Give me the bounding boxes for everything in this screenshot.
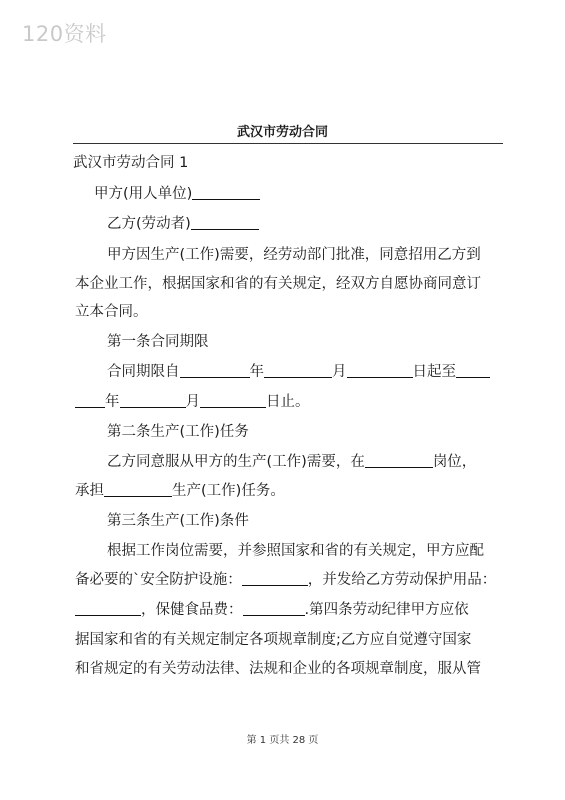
text-segment: 合同期限自 — [107, 364, 180, 380]
end-day-blank[interactable] — [200, 392, 266, 408]
task-line — [107, 452, 476, 472]
text-segment: 岗位， — [432, 454, 477, 470]
party-a-blank[interactable] — [192, 184, 260, 200]
paragraph-line: 本企业工作，根据国家和省的有关规定，经双方自愿协商同意订 — [75, 276, 481, 292]
paragraph-line: 立本合同。 — [75, 304, 148, 320]
conditions-line — [75, 570, 496, 590]
text-segment: 年 — [105, 394, 120, 410]
contract-subtitle: 武汉市劳动合同 1 — [73, 155, 189, 171]
text-segment: 承担 — [75, 483, 104, 499]
term-line — [107, 362, 490, 382]
party-a-label: 甲方(用人单位) — [94, 186, 193, 202]
text-segment: 月 — [185, 394, 200, 410]
article-2-heading: 第二条生产(工作)任务 — [107, 424, 249, 440]
article-1-heading: 第一条合同期限 — [107, 334, 209, 350]
watermark: 120资料 — [22, 22, 107, 46]
paragraph-line: 甲方因生产(工作)需要，经劳动部门批准，同意招用乙方到 — [107, 247, 481, 263]
text-segment: .第四条劳动纪律甲方应依 — [304, 602, 469, 618]
protection-blank[interactable] — [75, 600, 141, 616]
paragraph-line: 据国家和省的有关规定制定各项规章制度;乙方应自觉遵守国家 — [75, 632, 472, 648]
party-b-blank[interactable] — [191, 214, 259, 230]
page-footer: 第 1 页共 28 页 — [246, 735, 319, 746]
article-3-heading: 第三条生产(工作)条件 — [107, 513, 249, 529]
document-title: 武汉市劳动合同 — [236, 125, 328, 140]
paragraph-line: 根据工作岗位需要，并参照国家和省的有关规定，甲方应配 — [107, 543, 484, 559]
text-segment: 日起至 — [412, 364, 456, 380]
health-food-blank[interactable] — [243, 600, 305, 616]
start-month-blank[interactable] — [264, 362, 332, 378]
task-blank[interactable] — [104, 481, 172, 497]
start-year-blank[interactable] — [180, 362, 250, 378]
text-segment: 月 — [332, 364, 347, 380]
party-a-line — [94, 184, 260, 204]
text-segment: ，并发给乙方劳动保护用品： — [307, 572, 497, 588]
text-segment: 生产(工作)任务。 — [172, 483, 285, 499]
text-segment: 备必要的`安全防护设施： — [75, 572, 242, 588]
title-rule — [73, 143, 503, 144]
paragraph-line: 和省规定的有关劳动法律、法规和企业的各项规章制度，服从管 — [75, 661, 481, 677]
text-segment: 年 — [249, 364, 264, 380]
conditions-line-cont — [75, 600, 469, 620]
party-b-line — [107, 214, 259, 234]
end-year-blank-cont[interactable] — [75, 392, 105, 408]
party-b-label: 乙方(劳动者) — [107, 216, 191, 232]
task-line-cont — [75, 481, 285, 501]
safety-blank[interactable] — [242, 570, 308, 586]
end-month-blank[interactable] — [120, 392, 186, 408]
term-line-cont — [75, 392, 310, 412]
text-segment: 乙方同意服从甲方的生产(工作)需要，在 — [107, 454, 365, 470]
start-day-blank[interactable] — [347, 362, 413, 378]
post-blank[interactable] — [365, 452, 433, 468]
text-segment: ，保健食品费： — [141, 602, 243, 618]
end-year-blank[interactable] — [456, 362, 490, 378]
text-segment: 日止。 — [266, 394, 310, 410]
